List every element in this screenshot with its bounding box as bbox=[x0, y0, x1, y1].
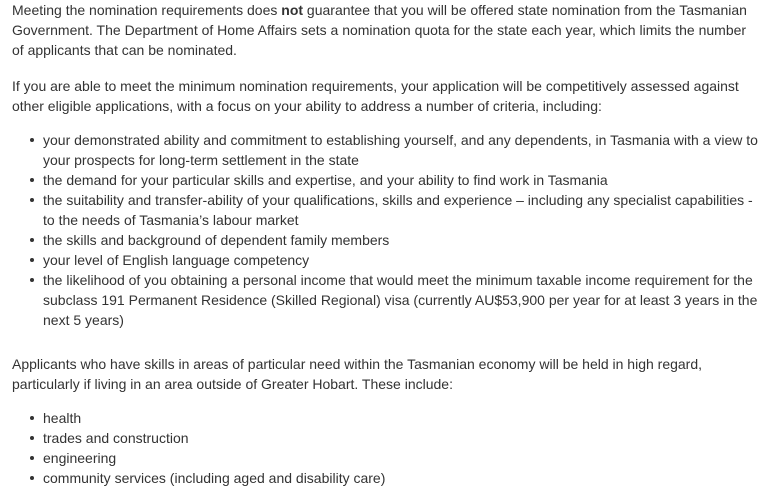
list-item: the demand for your particular skills and expertise, and your ability to find work in Tasmania bbox=[43, 170, 761, 190]
list-item: the suitability and transfer-ability of your qualifications, skills and experience – including any specialist capabilities - to the needs of Tasmania’s labour market bbox=[43, 190, 761, 230]
list-item: the likelihood of you obtaining a personal income that would meet the minimum taxable income requirement for the subclass 191 Permanent Residence (Skilled Regional) visa (currently AU$53,900 per year for at least 3 years in the next 5 years) bbox=[43, 270, 761, 330]
list-item: the skills and background of dependent family members bbox=[43, 230, 761, 250]
list-item: community services (including aged and disability care) bbox=[43, 468, 761, 488]
paragraph-nomination-guarantee bbox=[12, 0, 761, 60]
list-item: your demonstrated ability and commitment to establishing yourself, and any dependents, in Tasmania with a view to your prospects for long-term settlement in the state bbox=[43, 130, 761, 170]
text-after-bold: guarantee that you will be offered state nomination from the Tasmanian Government. The Department of Home Affairs sets a nomination quota for the state each year, which limits the number of applicants that can be nominated. bbox=[12, 2, 747, 58]
areas-list bbox=[12, 408, 761, 488]
paragraph-skills-in-need: Applicants who have skills in areas of particular need within the Tasmanian economy will be held in high regard, particularly if living in an area outside of Greater Hobart. These include: bbox=[12, 356, 703, 392]
criteria-list bbox=[12, 130, 761, 330]
list-item: your level of English language competency bbox=[43, 250, 761, 270]
list-item: trades and construction bbox=[43, 428, 761, 448]
text-before-bold: Meeting the nomination requirements does bbox=[12, 2, 282, 18]
emphasis-not: not bbox=[281, 2, 304, 18]
list-item: health bbox=[43, 408, 761, 428]
paragraph-competitive-assessment: If you are able to meet the minimum nomination requirements, your application will be competitively assessed against other eligible applications, with a focus on your ability to address a number of criteria, including: bbox=[12, 78, 739, 114]
list-item: engineering bbox=[43, 448, 761, 468]
